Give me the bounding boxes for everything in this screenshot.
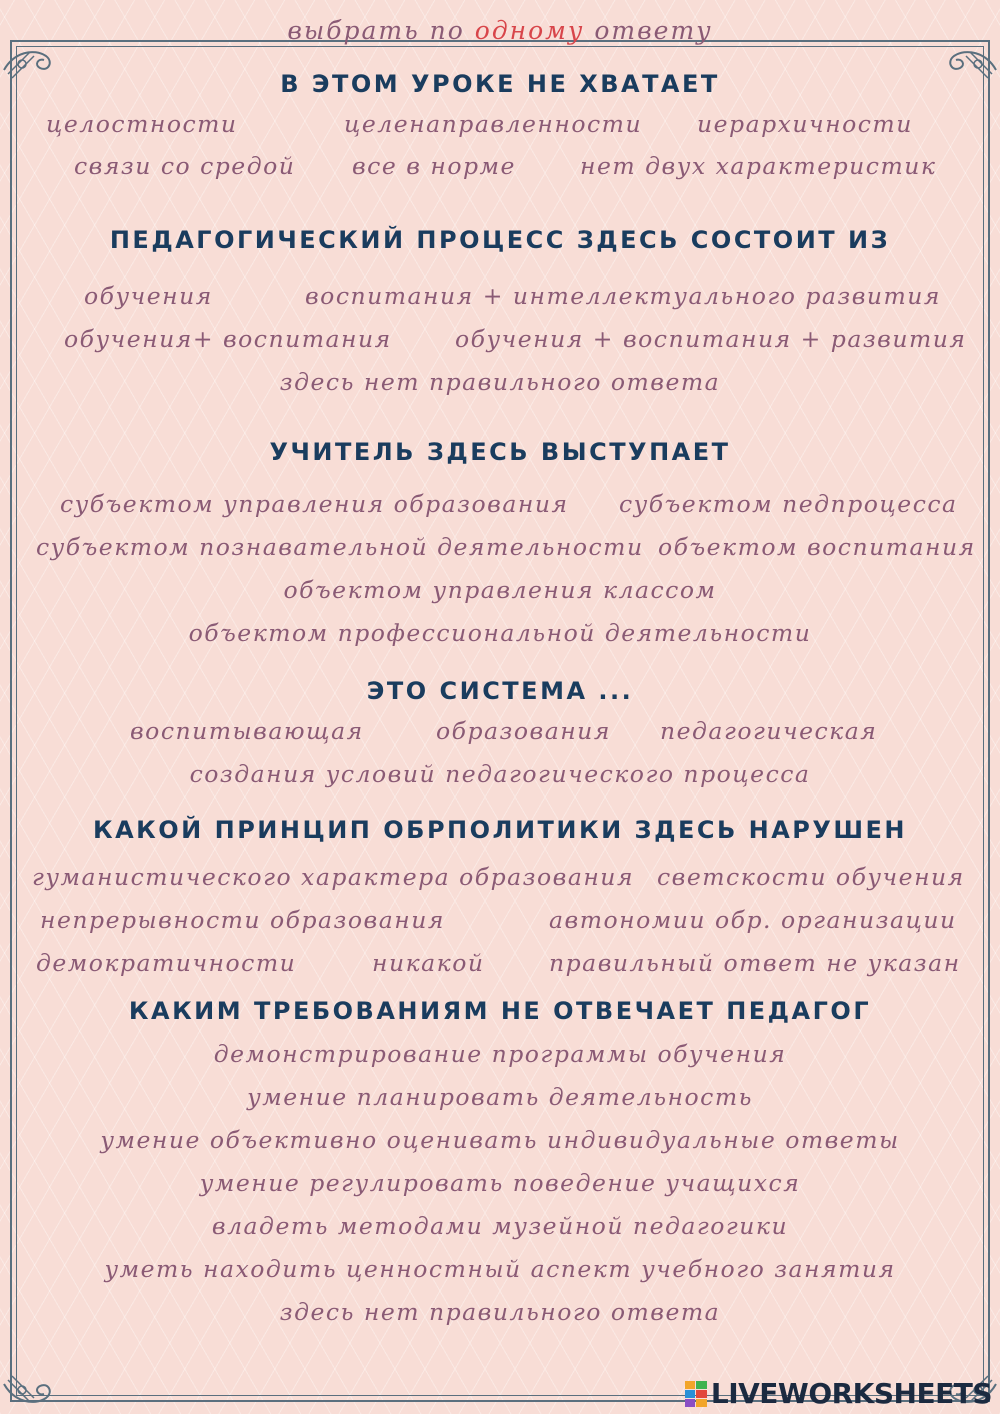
- answer-option[interactable]: воспитывающая: [130, 717, 364, 745]
- answer-option[interactable]: создания условий педагогического процесса: [189, 760, 811, 788]
- answer-option[interactable]: субъектом педпроцесса: [619, 490, 958, 518]
- answer-option[interactable]: светскости обучения: [657, 863, 965, 891]
- question-title: ПЕДАГОГИЧЕСКИЙ ПРОЦЕСС ЗДЕСЬ СОСТОИТ ИЗ: [109, 226, 891, 254]
- answer-option[interactable]: обучения + воспитания + развития: [455, 325, 967, 353]
- question-title: КАКОЙ ПРИНЦИП ОБРПОЛИТИКИ ЗДЕСЬ НАРУШЕН: [92, 816, 908, 844]
- answer-option[interactable]: умение планировать деятельность: [247, 1083, 753, 1111]
- answer-option[interactable]: связи со средой: [74, 152, 296, 180]
- answer-option[interactable]: демократичности: [36, 949, 297, 977]
- instruction-text: выбрать по одному ответу: [287, 16, 713, 45]
- answer-option[interactable]: нет двух характеристик: [580, 152, 937, 180]
- answer-option[interactable]: правильный ответ не указан: [549, 949, 961, 977]
- answer-option[interactable]: иерархичности: [697, 110, 913, 138]
- answer-option[interactable]: объектом управления классом: [283, 576, 717, 604]
- answer-option[interactable]: образования: [436, 717, 611, 745]
- answer-option[interactable]: здесь нет правильного ответа: [279, 1298, 721, 1326]
- answer-option[interactable]: демонстрирование программы обучения: [213, 1040, 787, 1068]
- answer-option[interactable]: объектом воспитания: [658, 533, 976, 561]
- answer-option[interactable]: гуманистического характера образования: [32, 863, 634, 891]
- answer-option[interactable]: умение объективно оценивать индивидуальные ответы: [100, 1126, 900, 1154]
- question-title: ЭТО СИСТЕМА ...: [366, 677, 634, 705]
- question-title: КАКИМ ТРЕБОВАНИЯМ НЕ ОТВЕЧАЕТ ПЕДАГОГ: [128, 997, 872, 1025]
- answer-option[interactable]: автономии обр. организации: [549, 906, 957, 934]
- answer-option[interactable]: целостности: [46, 110, 238, 138]
- answer-option[interactable]: непрерывности образования: [40, 906, 445, 934]
- answer-option[interactable]: субъектом управления образования: [60, 490, 569, 518]
- answer-option[interactable]: педагогическая: [660, 717, 878, 745]
- answer-option[interactable]: умение регулировать поведение учащихся: [199, 1169, 801, 1197]
- answer-option[interactable]: целенаправленности: [344, 110, 643, 138]
- answer-option[interactable]: воспитания + интеллектуального развития: [305, 282, 941, 310]
- corner-ornament-icon: [0, 1350, 64, 1414]
- answer-option[interactable]: здесь нет правильного ответа: [279, 368, 721, 396]
- answer-option[interactable]: уметь находить ценностный аспект учебного занятия: [104, 1255, 896, 1283]
- brand-name: LIVEWORKSHEETS: [710, 1377, 992, 1410]
- liveworksheets-logo-icon: [685, 1381, 707, 1407]
- instruction-highlight: одному: [474, 16, 585, 45]
- question-title: УЧИТЕЛЬ ЗДЕСЬ ВЫСТУПАЕТ: [269, 438, 731, 466]
- answer-option[interactable]: субъектом познавательной деятельности: [36, 533, 644, 561]
- liveworksheets-brand[interactable]: [685, 1377, 992, 1410]
- answer-option[interactable]: владеть методами музейной педагогики: [211, 1212, 789, 1240]
- answer-option[interactable]: обучения: [84, 282, 213, 310]
- answer-option[interactable]: обучения+ воспитания: [64, 325, 392, 353]
- answer-option[interactable]: все в норме: [352, 152, 516, 180]
- answer-option[interactable]: объектом профессиональной деятельности: [188, 619, 812, 647]
- question-title: В ЭТОМ УРОКЕ НЕ ХВАТАЕТ: [280, 70, 720, 98]
- answer-option[interactable]: никакой: [372, 949, 485, 977]
